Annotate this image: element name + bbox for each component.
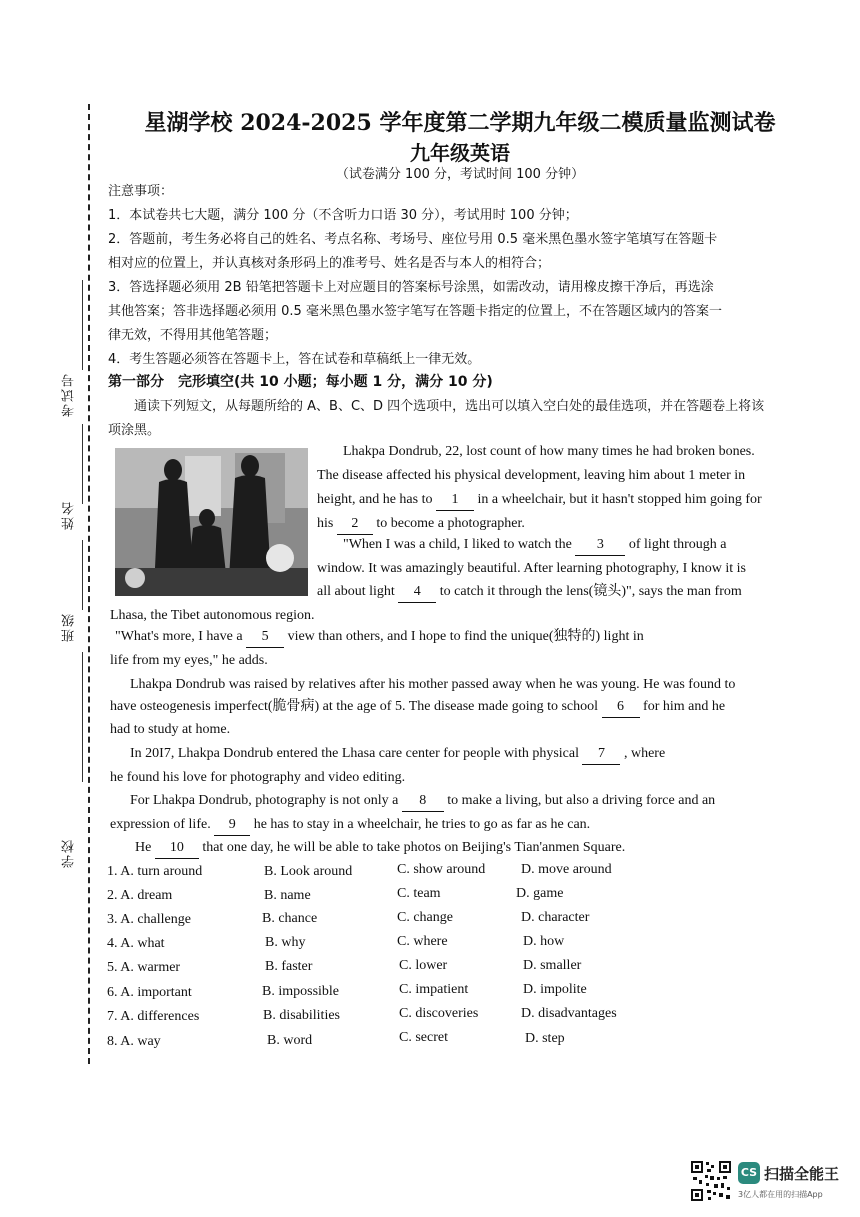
blank-2: 2: [337, 514, 373, 535]
passage-line: he found his love for photography and video editing.: [110, 770, 406, 785]
blank-1: 1: [436, 490, 474, 511]
notes-block: [108, 180, 773, 372]
name-field: [60, 500, 90, 630]
notes-item: 3．答选择题必须用 2B 铅笔把答题卡上对应题目的答案标号涂黑，如需改动，请用橡皮擦干净后，再选涂: [108, 280, 714, 295]
passage-line: Lhakpa Dondrub, 22, lost count of how many times he had broken bones.: [343, 444, 755, 459]
notes-item: 律无效，不得用其他笔答题；: [108, 328, 278, 343]
passage-line: He 10 that one day, he will be able to take photos on Beijing's Tian'anmen Square.: [135, 838, 625, 859]
cs-logo-icon: CS: [738, 1162, 760, 1184]
option-7b[interactable]: B. disabilities: [263, 1008, 340, 1023]
blank-3: 3: [575, 535, 625, 556]
option-5c[interactable]: C. lower: [399, 958, 448, 973]
option-8c[interactable]: C. secret: [399, 1030, 448, 1045]
option-8b[interactable]: B. word: [267, 1033, 313, 1048]
option-3b[interactable]: B. chance: [262, 911, 318, 926]
blank-7: 7: [582, 744, 620, 765]
option-1a[interactable]: 1. A. turn around: [107, 864, 203, 879]
option-5a[interactable]: 5. A. warmer: [107, 960, 181, 975]
school-label: 学校: [62, 838, 77, 868]
score-note: （试卷满分 100 分，考试时间 100 分钟）: [335, 167, 585, 182]
option-6a[interactable]: 6. A. important: [107, 985, 192, 1000]
option-6d[interactable]: D. impolite: [523, 982, 587, 997]
notes-item: 其他答案；答非选择题必须用 0.5 毫米黑色墨水签字笔写在答题卡指定的位置上，不在答题区域内的答案一: [108, 304, 722, 319]
passage-line: Lhasa, the Tibet autonomous region.: [110, 608, 315, 623]
brand-tagline: 3亿人都在用的扫描App: [738, 1190, 823, 1199]
school-field: [60, 838, 90, 968]
blank-6: 6: [602, 697, 640, 718]
option-6b[interactable]: B. impossible: [262, 984, 340, 999]
class-field: [60, 612, 90, 742]
passage-line: had to study at home.: [110, 722, 231, 737]
section-instruction: 通读下列短文，从每题所给的 A、B、C、D 四个选项中，选出可以填入空白处的最佳选项，并在答题卷上将该项涂黑。: [108, 399, 765, 438]
exam-title: 星湖学校 2024-2025 学年度第二学期九年级二模质量监测试卷: [144, 110, 776, 136]
option-7a[interactable]: 7. A. differences: [107, 1009, 200, 1024]
notes-item: 4．考生答题必须答在答题卡上，答在试卷和草稿纸上一律无效。: [108, 352, 481, 367]
passage-line: height, and he has to 1 in a wheelchair, but it hasn't stopped him going for: [317, 490, 762, 511]
option-7d[interactable]: D. disadvantages: [521, 1006, 617, 1021]
exam-number-field: [60, 372, 90, 502]
passage-line: life from my eyes," he adds.: [110, 653, 268, 668]
option-2c[interactable]: C. team: [397, 886, 441, 901]
passage-line: "What's more, I have a 5 view than others, and I hope to find the unique(独特的) light in: [115, 627, 644, 648]
option-3a[interactable]: 3. A. challenge: [107, 912, 191, 927]
passage-line: For Lhakpa Dondrub, photography is not only a 8 to make a living, but also a driving force and an: [130, 791, 715, 812]
option-8d[interactable]: D. step: [525, 1031, 565, 1046]
exam-number-label: 考试号: [62, 372, 77, 417]
passage-line: "When I was a child, I liked to watch the 3 of light through a: [343, 535, 726, 556]
option-3d[interactable]: D. character: [521, 910, 590, 925]
option-5d[interactable]: D. smaller: [523, 958, 582, 973]
blank-9: 9: [214, 815, 250, 836]
passage-line: Lhakpa Dondrub was raised by relatives after his mother passed away when he was young. He was found to: [130, 677, 736, 692]
margin-rule-top: [82, 280, 83, 370]
blank-10: 10: [155, 838, 199, 859]
class-label: 班级: [62, 612, 77, 642]
passage-line: his 2 to become a photographer.: [317, 514, 525, 535]
passage-line: The disease affected his physical development, leaving him about 1 meter in: [317, 468, 746, 483]
section-heading: 第一部分 完形填空(共 10 小题；每小题 1 分，满分 10 分): [108, 374, 493, 390]
passage-line: expression of life. 9 he has to stay in a wheelchair, he tries to go as far as he can.: [110, 815, 590, 836]
passage-line: window. It was amazingly beautiful. After learning photography, I know it is: [317, 561, 746, 576]
option-2b[interactable]: B. name: [264, 888, 311, 903]
notes-item: 2．答题前，考生务必将自己的姓名、考点名称、考场号、座位号用 0.5 毫米黑色墨水签字笔填写在答题卡: [108, 232, 718, 247]
passage-line: all about light 4 to catch it through the lens(镜头)", says the man from: [317, 582, 742, 603]
option-1c[interactable]: C. show around: [397, 862, 486, 877]
notes-item: 相对应的位置上，并认真核对条形码上的准考号、姓名是否与本人的相符合；: [108, 256, 551, 271]
notes-item: 1．本试卷共七大题，满分 100 分（不含听力口语 30 分），考试用时 100 分钟；: [108, 208, 578, 223]
option-3c[interactable]: C. change: [397, 910, 453, 925]
qr-code-icon: [690, 1160, 732, 1202]
option-2d[interactable]: D. game: [516, 886, 564, 901]
option-4d[interactable]: D. how: [523, 934, 565, 949]
passage-line: have osteogenesis imperfect(脆骨病) at the age of 5. The disease made going to school 6 for him and he: [110, 697, 725, 718]
blank-5: 5: [246, 627, 284, 648]
option-6c[interactable]: C. impatient: [399, 982, 469, 997]
option-7c[interactable]: C. discoveries: [399, 1006, 479, 1021]
option-8a[interactable]: 8. A. way: [107, 1034, 161, 1049]
passage-photo: [115, 448, 308, 596]
notes-heading: 注意事项：: [108, 184, 174, 199]
option-1d[interactable]: D. move around: [521, 862, 612, 877]
option-2a[interactable]: 2. A. dream: [107, 888, 173, 903]
exam-subtitle: 九年级英语: [410, 141, 510, 165]
name-label: 姓名: [62, 500, 77, 530]
blank-8: 8: [402, 791, 444, 812]
option-5b[interactable]: B. faster: [265, 959, 313, 974]
passage-line: In 20I7, Lhakpa Dondrub entered the Lhasa care center for people with physical 7 , where: [130, 744, 665, 765]
option-4c[interactable]: C. where: [397, 934, 448, 949]
option-4b[interactable]: B. why: [265, 935, 306, 950]
option-1b[interactable]: B. Look around: [264, 864, 353, 879]
brand-name: 扫描全能王: [764, 1165, 840, 1183]
blank-4: 4: [398, 582, 436, 603]
option-4a[interactable]: 4. A. what: [107, 936, 165, 951]
